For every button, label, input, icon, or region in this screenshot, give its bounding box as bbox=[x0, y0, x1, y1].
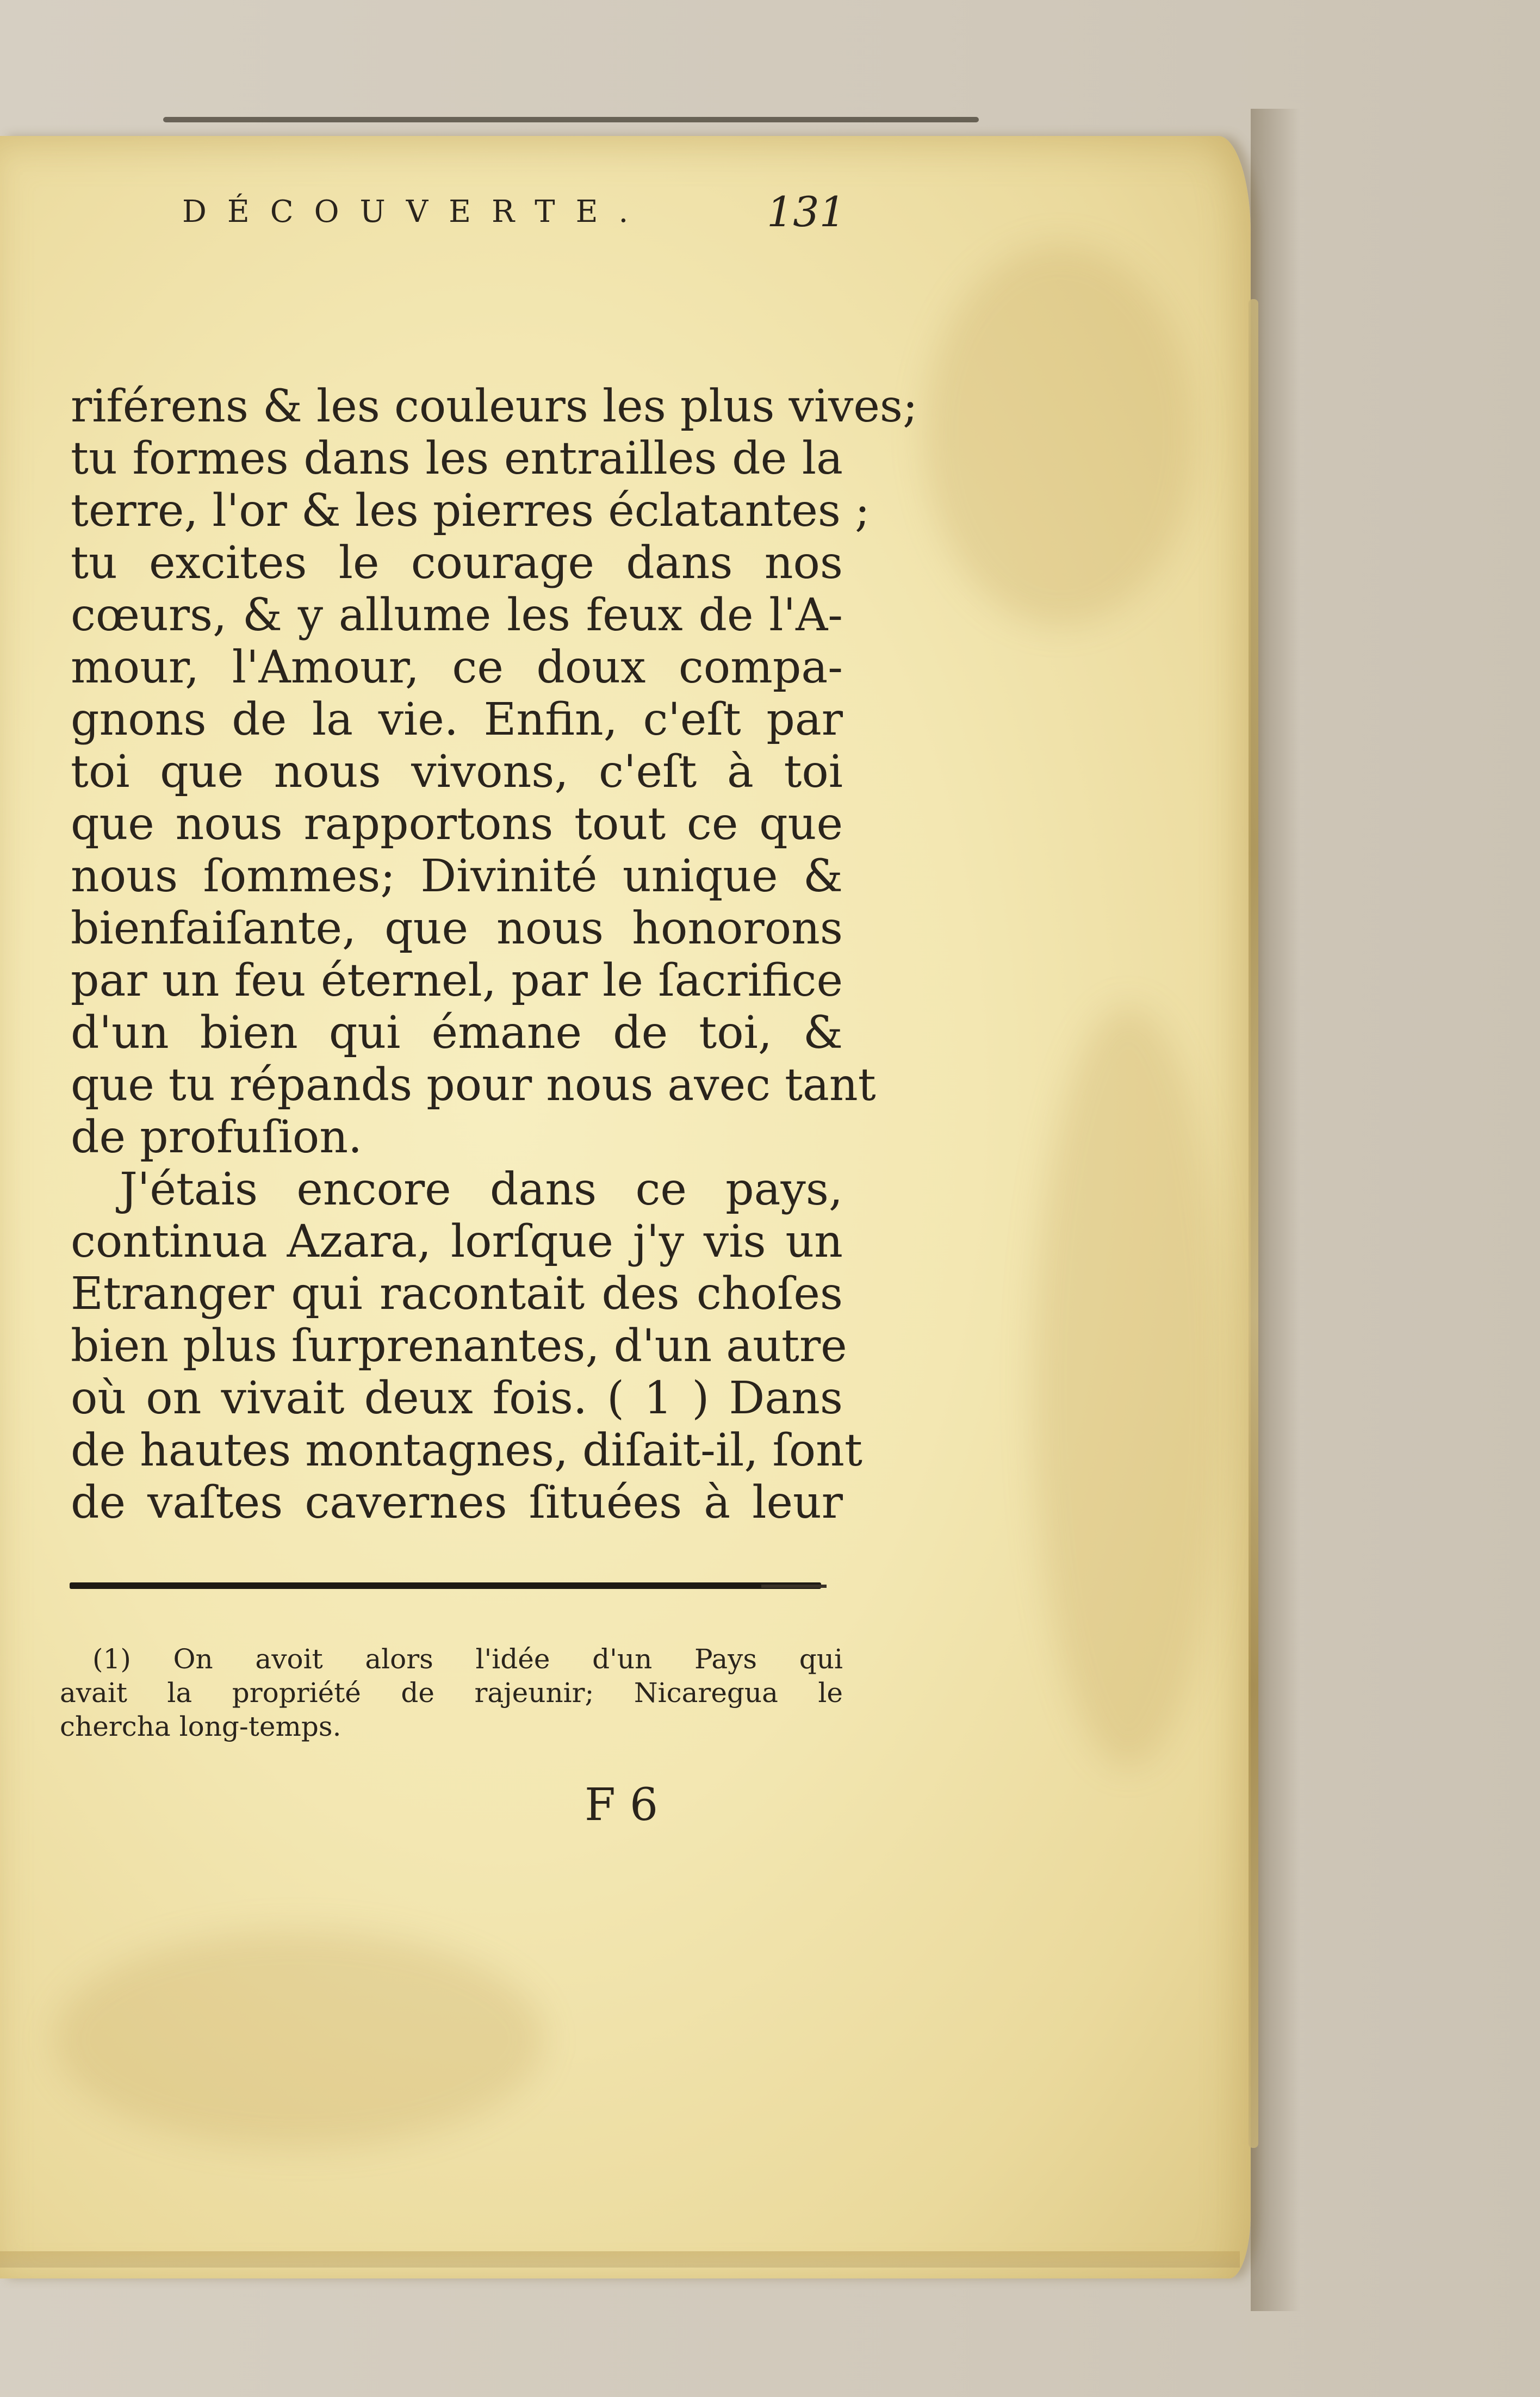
text-line: bien plus ſurprenantes, d'un autre bbox=[71, 1320, 847, 1372]
text-line: de vaſtes cavernes ſituées à leur bbox=[71, 1477, 843, 1529]
page-number: 131 bbox=[766, 188, 846, 236]
footnote-line: avait la propriété de rajeunir; Nicaregua le bbox=[60, 1677, 843, 1709]
text-line: mour, l'Amour, ce doux compa- bbox=[71, 642, 843, 693]
text-line: d'un bien qui émane de toi, & bbox=[71, 1007, 843, 1059]
text-line: où on vivait deux fois. ( 1 ) Dans bbox=[71, 1373, 843, 1424]
text-line: bienfaiſante, que nous honorons bbox=[71, 903, 843, 954]
text-line-indented: J'étais encore dans ce pays, bbox=[120, 1164, 843, 1215]
text-line: de profuſion. bbox=[71, 1111, 363, 1163]
text-line: par un feu éternel, par le ſacrifice bbox=[71, 955, 843, 1007]
paper-stain bbox=[1033, 1006, 1224, 1767]
running-head-title: DÉCOUVERTE. bbox=[182, 194, 649, 229]
page-edge bbox=[1249, 299, 1258, 2148]
top-page-edge bbox=[163, 117, 979, 122]
bottom-page-edge bbox=[0, 2251, 1240, 2268]
footnote-rule bbox=[70, 1582, 821, 1589]
text-line: tu excites le courage dans nos bbox=[71, 537, 843, 589]
text-line: riférens & les couleurs les plus vives; bbox=[71, 381, 918, 432]
text-line: de hautes montagnes, diſait-il, ſont bbox=[71, 1425, 862, 1476]
text-line: gnons de la vie. Enfin, c'eſt par bbox=[71, 694, 843, 746]
text-line: Etranger qui racontait des choſes bbox=[71, 1268, 843, 1320]
footnote-rule-tail bbox=[761, 1585, 827, 1588]
text-line: terre, l'or & les pierres éclatantes ; bbox=[71, 485, 870, 537]
paper-stain bbox=[54, 1930, 544, 2148]
text-line: toi que nous vivons, c'eſt à toi bbox=[71, 746, 843, 798]
running-head bbox=[106, 190, 846, 234]
text-line: que nous rapportons tout ce que bbox=[71, 798, 843, 850]
signature-mark: F 6 bbox=[585, 1779, 659, 1831]
text-line: cœurs, & y allume les feux de l'A- bbox=[71, 589, 843, 641]
paper-stain bbox=[924, 245, 1196, 625]
footnote-line: chercha long-temps. bbox=[60, 1711, 341, 1742]
text-line: que tu répands pour nous avec tant bbox=[71, 1059, 876, 1111]
text-line: nous ſommes; Divinité unique & bbox=[71, 850, 843, 902]
text-line: tu formes dans les entrailles de la bbox=[71, 433, 843, 485]
text-line: continua Azara, lorſque j'y vis un bbox=[71, 1216, 843, 1268]
footnote-line: (1) On avoit alors l'idée d'un Pays qui bbox=[92, 1643, 843, 1675]
